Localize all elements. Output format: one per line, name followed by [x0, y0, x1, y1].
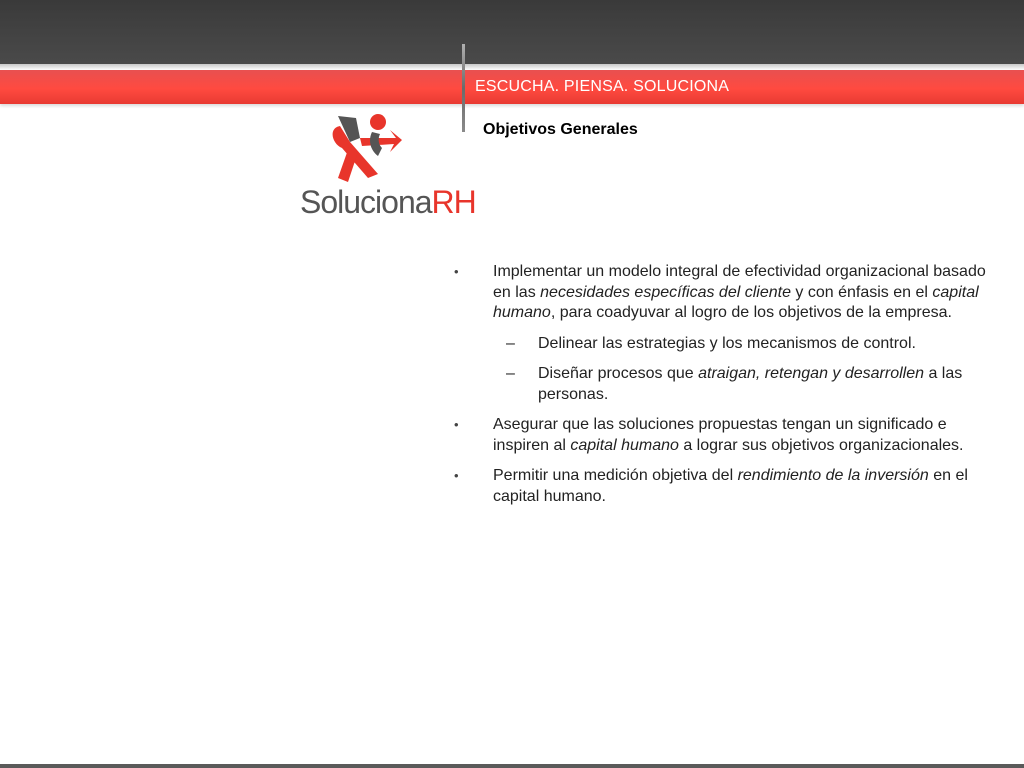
tagline: ESCUCHA. PIENSA. SOLUCIONA — [475, 78, 730, 95]
sub-bullet-item — [448, 334, 998, 355]
sub-bullet-text — [538, 365, 962, 403]
bullet-text — [493, 263, 986, 321]
logo-text-main: Soluciona — [300, 184, 432, 220]
content-list — [448, 262, 998, 517]
bottom-line — [0, 764, 1024, 768]
text-segment: , para coadyuvar al logro de los objetivos de la empresa. — [550, 304, 952, 321]
section-title: Objetivos Generales — [483, 121, 638, 138]
text-segment: Asegurar que las soluciones propuestas tengan un significado e inspiren al — [493, 416, 947, 454]
dash-marker: – — [506, 334, 515, 352]
bullet-marker: • — [454, 264, 459, 279]
text-segment: en el capital humano. — [493, 467, 968, 505]
bullet-text — [493, 467, 968, 505]
logo — [298, 108, 476, 223]
bullet-marker: • — [454, 417, 459, 432]
bullet-item — [448, 262, 998, 324]
text-segment: Delinear las estrategias y los mecanismos de control. — [538, 334, 916, 352]
logo-wordmark — [300, 184, 476, 221]
bullet-text — [493, 416, 964, 454]
emphasis-text: capital humano — [493, 283, 979, 321]
bullet-item — [448, 415, 998, 456]
top-bar — [0, 0, 1024, 64]
figure-x-logo-icon — [298, 108, 468, 188]
emphasis-text: necesidades específicas del cliente — [540, 283, 791, 301]
emphasis-text: rendimiento de la inversión — [737, 467, 929, 484]
text-segment: a lograr sus objetivos organizacionales. — [678, 436, 964, 454]
text-segment: Permitir una medición objetiva del — [493, 467, 738, 484]
bullet-marker: • — [454, 468, 459, 483]
emphasis-text: capital humano — [570, 436, 679, 454]
bullet-list — [448, 262, 998, 507]
sub-bullet-text — [538, 335, 916, 352]
text-segment: Implementar un modelo integral de efectividad organizacional basado en las — [493, 263, 986, 301]
logo-text-accent: RH — [431, 184, 476, 220]
text-segment: Diseñar procesos que — [538, 365, 699, 382]
bullet-item — [448, 466, 998, 507]
emphasis-text: atraigan, retengan y desarrollen — [698, 365, 925, 382]
dash-marker: – — [506, 365, 515, 382]
text-segment: a las personas. — [538, 365, 963, 403]
text-segment: y con énfasis en el — [790, 283, 933, 301]
sub-bullet-item — [448, 364, 998, 405]
